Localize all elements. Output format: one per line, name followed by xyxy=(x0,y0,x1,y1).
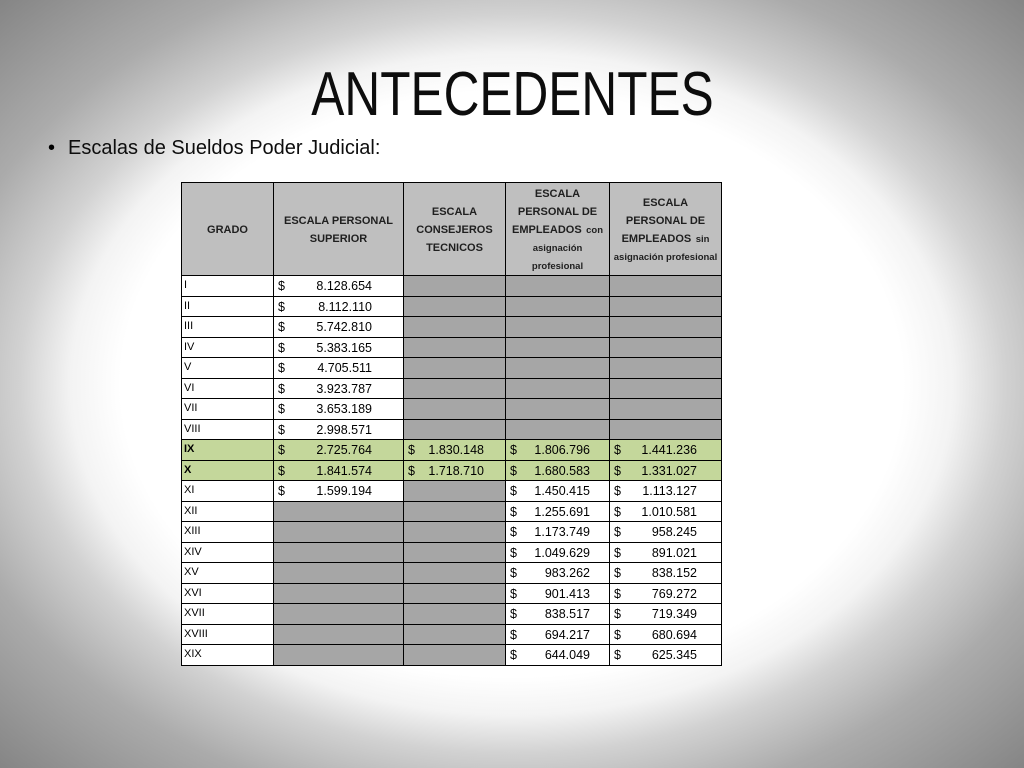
currency-symbol: $ xyxy=(614,484,621,498)
currency-symbol: $ xyxy=(510,627,517,642)
empty-cell xyxy=(506,379,610,400)
empty-cell xyxy=(404,358,506,379)
amount-cell xyxy=(610,563,722,584)
empty-cell xyxy=(610,420,722,441)
amount-value: 1.841.574 xyxy=(316,463,372,478)
empty-cell xyxy=(506,399,610,420)
amount-cell xyxy=(274,399,404,420)
currency-symbol: $ xyxy=(278,443,285,457)
empty-cell xyxy=(610,297,722,318)
amount-value: 958.245 xyxy=(651,525,697,539)
grado-cell: II xyxy=(182,297,274,318)
empty-cell xyxy=(274,625,404,646)
empty-cell xyxy=(404,420,506,441)
empty-cell xyxy=(506,358,610,379)
currency-symbol: $ xyxy=(614,607,621,621)
amount-cell xyxy=(506,461,610,482)
currency-symbol: $ xyxy=(510,648,517,662)
header-empleados-con-asignacion xyxy=(506,183,610,276)
amount-cell xyxy=(610,645,722,666)
amount-value: 644.049 xyxy=(544,648,590,662)
header-escala-personal-superior xyxy=(274,183,404,276)
empty-cell xyxy=(274,502,404,523)
amount-value: 1.010.581 xyxy=(641,504,697,519)
currency-symbol: $ xyxy=(510,545,517,560)
amount-value: 5.383.165 xyxy=(316,340,372,355)
empty-cell xyxy=(274,522,404,543)
empty-cell xyxy=(404,645,506,666)
currency-symbol: $ xyxy=(278,463,285,478)
amount-cell xyxy=(274,461,404,482)
empty-cell xyxy=(274,645,404,666)
amount-value: 8.112.110 xyxy=(318,299,372,314)
currency-symbol: $ xyxy=(614,443,621,457)
currency-symbol: $ xyxy=(510,566,517,580)
amount-value: 1.113.127 xyxy=(642,484,697,498)
empty-cell xyxy=(404,379,506,400)
amount-value: 769.272 xyxy=(651,586,697,601)
header-empleados-sin-asignacion xyxy=(610,183,722,276)
amount-value: 1.806.796 xyxy=(534,443,590,457)
header-label: ESCALA CONSEJEROS TECNICOS xyxy=(416,206,493,254)
amount-value: 694.217 xyxy=(544,627,590,642)
empty-cell xyxy=(404,563,506,584)
currency-symbol: $ xyxy=(614,525,621,539)
grado-cell: XV xyxy=(182,563,274,584)
empty-cell xyxy=(610,379,722,400)
currency-symbol: $ xyxy=(278,299,285,314)
empty-cell xyxy=(506,317,610,338)
empty-cell xyxy=(404,502,506,523)
amount-cell xyxy=(610,543,722,564)
currency-symbol: $ xyxy=(278,484,285,498)
amount-value: 719.349 xyxy=(651,607,697,621)
currency-symbol: $ xyxy=(510,525,517,539)
amount-cell xyxy=(506,440,610,461)
currency-symbol: $ xyxy=(510,504,517,519)
amount-value: 838.517 xyxy=(544,607,590,621)
amount-cell xyxy=(610,584,722,605)
empty-cell xyxy=(506,276,610,297)
grado-cell: I xyxy=(182,276,274,297)
empty-cell xyxy=(404,481,506,502)
empty-cell xyxy=(274,563,404,584)
empty-cell xyxy=(404,276,506,297)
amount-cell xyxy=(274,297,404,318)
amount-cell xyxy=(274,379,404,400)
amount-value: 2.725.764 xyxy=(316,443,372,457)
empty-cell xyxy=(404,584,506,605)
amount-value: 1.173.749 xyxy=(534,525,590,539)
amount-value: 1.830.148 xyxy=(428,443,484,457)
grado-cell: VI xyxy=(182,379,274,400)
currency-symbol: $ xyxy=(278,402,285,416)
amount-value: 1.441.236 xyxy=(641,443,697,457)
empty-cell xyxy=(506,297,610,318)
grado-cell: XVII xyxy=(182,604,274,625)
amount-value: 838.152 xyxy=(651,566,697,580)
amount-cell xyxy=(274,317,404,338)
amount-value: 3.923.787 xyxy=(316,381,372,396)
slide-title-text: ANTECEDENTES xyxy=(310,60,714,129)
currency-symbol: $ xyxy=(614,566,621,580)
amount-cell xyxy=(610,522,722,543)
bullet-text: Escalas de Sueldos Poder Judicial: xyxy=(68,137,381,159)
amount-value: 891.021 xyxy=(651,545,697,560)
amount-cell xyxy=(274,358,404,379)
empty-cell xyxy=(404,543,506,564)
amount-value: 1.331.027 xyxy=(641,463,697,478)
currency-symbol: $ xyxy=(278,381,285,396)
header-label: ESCALA PERSONAL SUPERIOR xyxy=(284,215,393,245)
amount-cell xyxy=(610,481,722,502)
amount-value: 1.680.583 xyxy=(534,463,590,478)
currency-symbol: $ xyxy=(614,545,621,560)
currency-symbol: $ xyxy=(278,320,285,334)
empty-cell xyxy=(404,522,506,543)
header-label: ESCALA PERSONAL DE EMPLEADOS xyxy=(511,188,598,236)
grado-cell: XIII xyxy=(182,522,274,543)
amount-value: 8.128.654 xyxy=(316,279,372,293)
empty-cell xyxy=(610,338,722,359)
grado-cell: IX xyxy=(182,440,274,461)
header-escala-consejeros-tecnicos xyxy=(404,183,506,276)
amount-cell xyxy=(274,420,404,441)
currency-symbol: $ xyxy=(614,463,621,478)
grado-cell: X xyxy=(182,461,274,482)
currency-symbol: $ xyxy=(278,361,285,375)
amount-cell xyxy=(610,461,722,482)
salary-table xyxy=(181,182,722,666)
header-sublabel: con asignación profesional xyxy=(531,225,604,272)
empty-cell xyxy=(610,399,722,420)
grado-cell: VIII xyxy=(182,420,274,441)
amount-cell xyxy=(610,625,722,646)
grado-cell: V xyxy=(182,358,274,379)
amount-value: 1.255.691 xyxy=(534,504,590,519)
amount-cell xyxy=(610,502,722,523)
currency-symbol: $ xyxy=(278,279,285,293)
grado-cell: XIX xyxy=(182,645,274,666)
empty-cell xyxy=(610,358,722,379)
amount-value: 4.705.511 xyxy=(317,361,372,375)
amount-cell xyxy=(506,645,610,666)
amount-cell xyxy=(610,440,722,461)
amount-cell xyxy=(274,440,404,461)
amount-value: 1.718.710 xyxy=(428,463,484,478)
amount-cell xyxy=(404,461,506,482)
empty-cell xyxy=(404,338,506,359)
amount-cell xyxy=(506,543,610,564)
header-label: ESCALA PERSONAL DE EMPLEADOS xyxy=(621,197,706,245)
currency-symbol: $ xyxy=(278,422,285,437)
grado-cell: XIV xyxy=(182,543,274,564)
currency-symbol: $ xyxy=(614,648,621,662)
amount-cell xyxy=(506,604,610,625)
currency-symbol: $ xyxy=(614,627,621,642)
amount-cell xyxy=(274,481,404,502)
grado-cell: XII xyxy=(182,502,274,523)
bullet-icon xyxy=(48,138,55,158)
empty-cell xyxy=(610,317,722,338)
header-grado xyxy=(182,183,274,276)
amount-cell xyxy=(506,625,610,646)
amount-cell xyxy=(506,502,610,523)
currency-symbol: $ xyxy=(614,504,621,519)
empty-cell xyxy=(404,317,506,338)
amount-value: 2.998.571 xyxy=(316,422,372,437)
currency-symbol: $ xyxy=(510,463,517,478)
amount-cell xyxy=(610,604,722,625)
header-label: GRADO xyxy=(207,224,248,236)
grado-cell: III xyxy=(182,317,274,338)
amount-value: 625.345 xyxy=(651,648,697,662)
amount-value: 901.413 xyxy=(544,586,590,601)
amount-cell xyxy=(506,563,610,584)
currency-symbol: $ xyxy=(408,443,415,457)
amount-value: 1.599.194 xyxy=(316,484,372,498)
header-sublabel: sin asignación profesional xyxy=(613,234,718,263)
empty-cell xyxy=(404,604,506,625)
amount-cell xyxy=(506,481,610,502)
currency-symbol: $ xyxy=(510,484,517,498)
amount-value: 1.450.415 xyxy=(534,484,590,498)
slide-title xyxy=(0,60,1024,129)
grado-cell: XI xyxy=(182,481,274,502)
amount-cell xyxy=(404,440,506,461)
grado-cell: IV xyxy=(182,338,274,359)
empty-cell xyxy=(404,399,506,420)
amount-value: 1.049.629 xyxy=(534,545,590,560)
empty-cell xyxy=(404,625,506,646)
amount-cell xyxy=(274,338,404,359)
grado-cell: VII xyxy=(182,399,274,420)
amount-cell xyxy=(506,522,610,543)
amount-value: 680.694 xyxy=(651,627,697,642)
grado-cell: XVI xyxy=(182,584,274,605)
empty-cell xyxy=(274,604,404,625)
amount-value: 983.262 xyxy=(544,566,590,580)
currency-symbol: $ xyxy=(510,443,517,457)
empty-cell xyxy=(506,420,610,441)
currency-symbol: $ xyxy=(278,340,285,355)
amount-value: 3.653.189 xyxy=(316,402,372,416)
currency-symbol: $ xyxy=(614,586,621,601)
empty-cell xyxy=(404,297,506,318)
currency-symbol: $ xyxy=(510,586,517,601)
currency-symbol: $ xyxy=(510,607,517,621)
currency-symbol: $ xyxy=(408,463,415,478)
grado-cell: XVIII xyxy=(182,625,274,646)
amount-cell xyxy=(274,276,404,297)
amount-value: 5.742.810 xyxy=(316,320,372,334)
amount-cell xyxy=(506,584,610,605)
empty-cell xyxy=(274,543,404,564)
empty-cell xyxy=(274,584,404,605)
empty-cell xyxy=(610,276,722,297)
empty-cell xyxy=(506,338,610,359)
